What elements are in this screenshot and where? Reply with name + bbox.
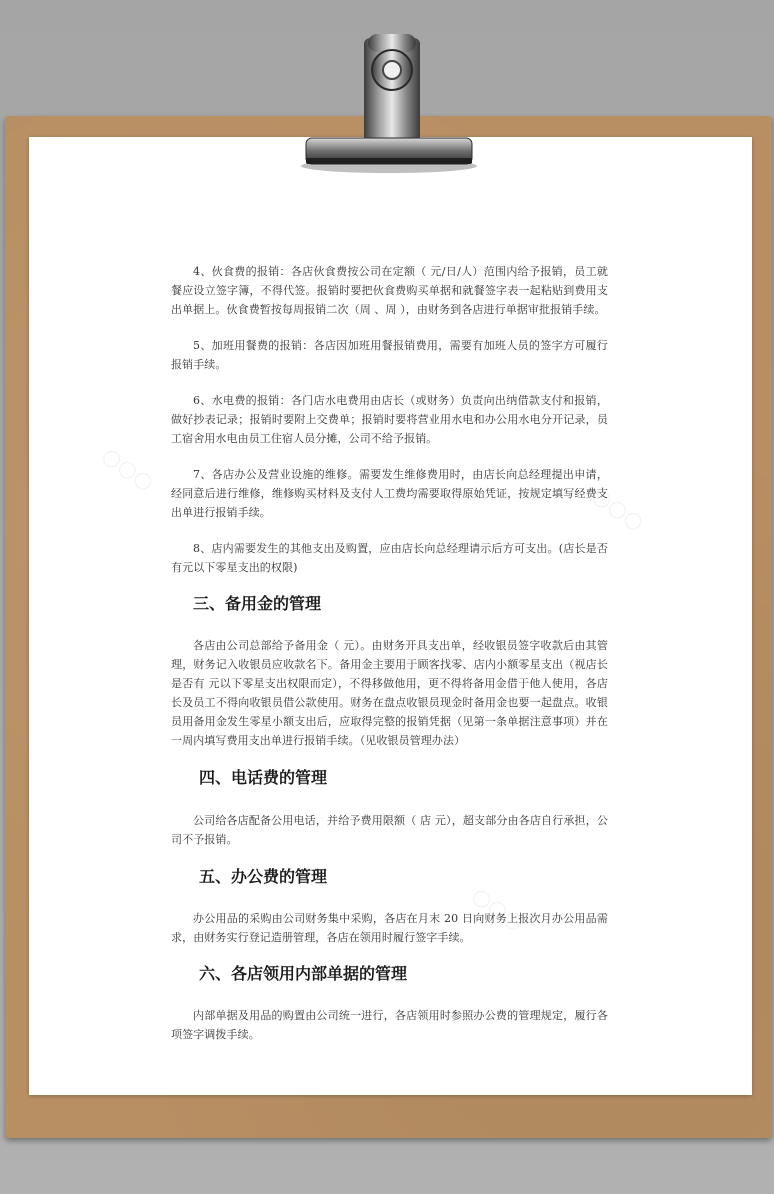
heading-phone-fees: 四、电话费的管理: [199, 768, 328, 787]
paragraph-maintenance: 7、各店办公及营业设施的维修。需要发生维修费用时，由店长向总经理提出申请，经同意后进行维修，维修购买材料及支付人工费均需要取得原始凭证，按规定填写经费支出单进行报销手续。: [171, 468, 608, 519]
paragraph-office-supplies: 办公用品的采购由公司财务集中采购，各店在月末 20 日向财务上报次月办公用品需求，由财务实行登记造册管理，各店在领用时履行签字手续。: [171, 912, 608, 944]
heading-petty-cash: 三、备用金的管理: [193, 594, 322, 613]
paragraph-utilities: 6、水电费的报销：各门店水电费用由店长（或财务）负责向出纳借款支付和报销，做好抄表记录；报销时要附上交费单；报销时要将营业用水电和办公用水电分开记录，员工宿舍用水电由员工住宿人员分摊，公司不给予报销。: [171, 394, 608, 445]
watermark: ○○○: [587, 482, 649, 537]
paragraph-other-expenses: 8、店内需要发生的其他支出及购置，应由店长向总经理请示后方可支出。(店长是否有元以下零星支出的权限): [171, 542, 608, 574]
watermark: ○○○: [97, 442, 159, 497]
document-content: [171, 262, 608, 1044]
paragraph-phone-fees: 公司给各店配备公用电话，并给予费用限额（ 店 元），超支部分由各店自行承担，公司不予报销。: [171, 814, 608, 846]
paragraph-overtime-meal: 5、加班用餐费的报销：各店因加班用餐报销费用，需要有加班人员的签字方可履行报销手续。: [171, 339, 608, 371]
watermark: ○○○: [467, 882, 529, 937]
heading-internal-documents: 六、各店领用内部单据的管理: [199, 964, 408, 983]
paragraph-internal-documents: 内部单据及用品的购置由公司统一进行，各店领用时参照办公费的管理规定，履行各项签字调拨手续。: [171, 1009, 608, 1041]
paragraph-petty-cash: 各店由公司总部给予备用金（ 元）。由财务开具支出单，经收银员签字收款后由其管理，财务记入收银员应收款名下。备用金主要用于顾客找零、店内小额零星支出（视店长是否有 元以下零星支出权限而定），不得移做他用，更不得将备用金借于他人使用，各店长及员工不得向收银员借公款使用。财务在盘点收银员现金时备用金也要一起盘点。收银员用备用金发生零星小额支出后，应取得完整的报销凭据（见第一条单据注意事项）并在一周内填写费用支出单进行报销手续。（见收银员管理办法）: [171, 639, 608, 747]
binder-clip-icon: [296, 24, 478, 174]
paragraph-meal-expense: 4、伙食费的报销：各店伙食费按公司在定额（ 元/日/人）范围内给予报销，员工就餐应设立签字簿，不得代签。报销时要把伙食费购买单据和就餐签字表一起粘贴到费用支出单据上。伙食费暂按每周报销二次（周 、周 ），由财务到各店进行单据审批报销手续。: [171, 265, 608, 316]
heading-office-supplies: 五、办公费的管理: [199, 867, 328, 886]
